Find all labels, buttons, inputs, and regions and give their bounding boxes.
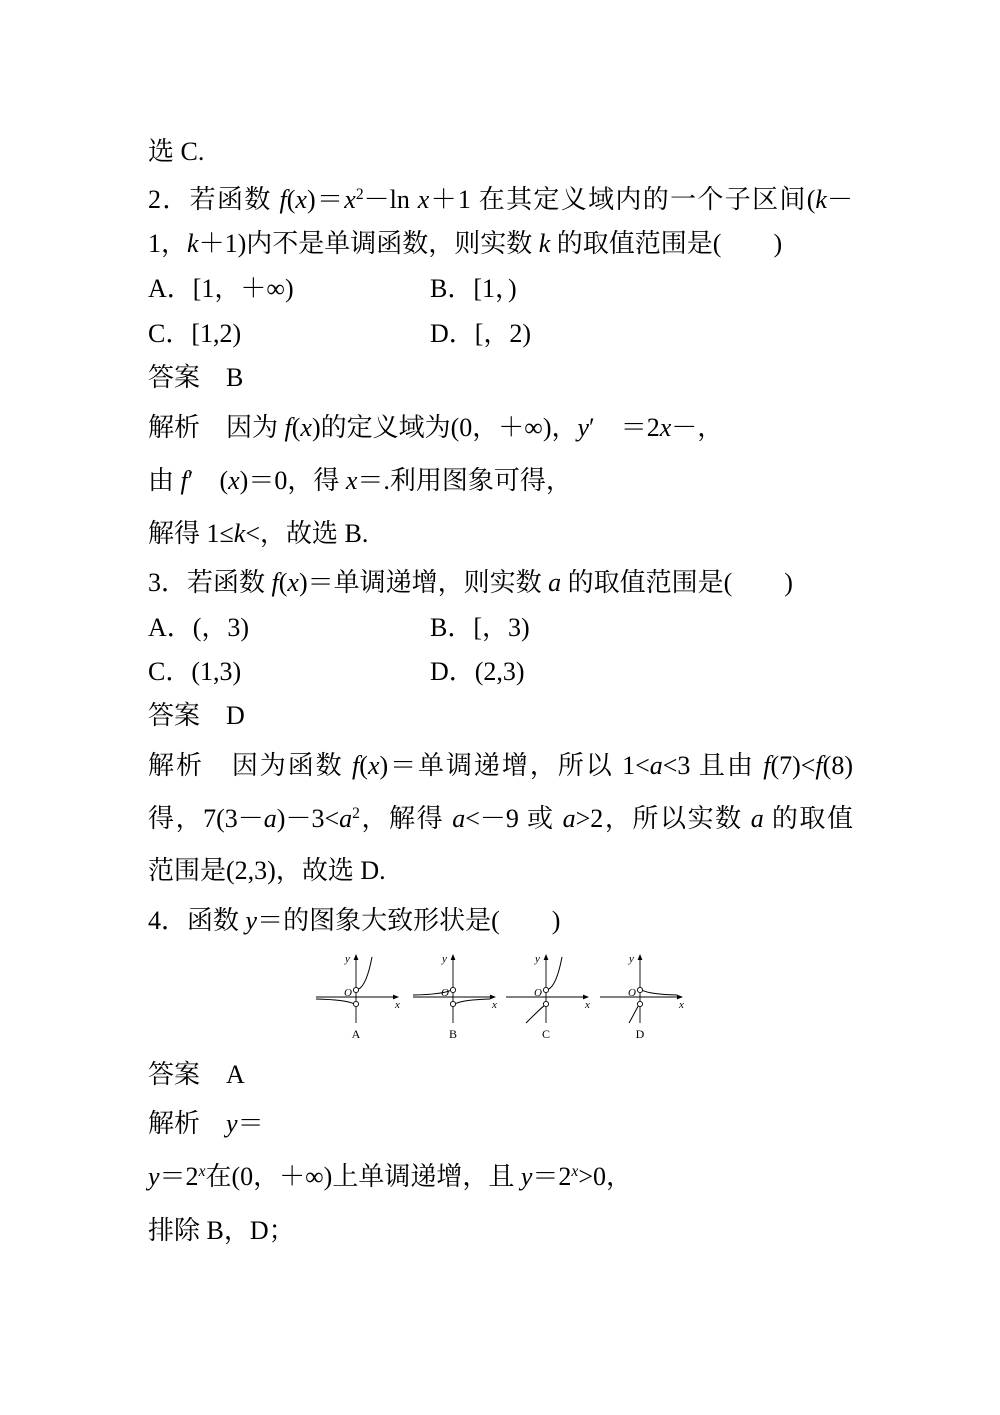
text-run: ＝2: [532, 1162, 572, 1191]
text-run: )的定义域为(0，＋∞)，: [311, 413, 578, 442]
math-variable: f: [352, 751, 360, 780]
text-run: 解析: [148, 1109, 227, 1138]
text-run: ＋1)内不是单调函数，则实数: [198, 229, 539, 258]
q3-option-d: [430, 652, 525, 692]
q3-analysis-line-1: [148, 746, 853, 786]
q2-stem-line-1: [148, 180, 853, 220]
graph-b: [413, 953, 497, 1041]
text-run: 由: [148, 466, 181, 495]
q3-option-a: [148, 608, 249, 648]
math-variable: f: [763, 751, 771, 780]
math-variable: k: [233, 519, 246, 548]
text-run: B．[，3): [430, 613, 530, 642]
text-run: D．[，2): [430, 319, 532, 348]
text-run: －，: [671, 413, 724, 442]
text-run: 在(0，＋∞)上单调递增，且: [205, 1162, 521, 1191]
text-run: >2，所以实数: [575, 804, 751, 833]
graph-d: [600, 953, 684, 1041]
math-variable: a: [548, 568, 562, 597]
graph-c: [506, 953, 590, 1041]
math-variable: f: [279, 185, 287, 214]
text-run: (: [278, 568, 288, 597]
text-run: 3．若函数: [148, 568, 272, 597]
q2-stem-line-2: [148, 224, 782, 264]
y-axis-arrow-icon: [354, 954, 359, 960]
text-run: C．(1,3): [148, 657, 242, 686]
origin-label: O: [344, 987, 352, 999]
curve-left-branch: [316, 999, 353, 1004]
q4-analysis-line-1: [148, 1104, 264, 1144]
x-axis-label: x: [395, 999, 400, 1011]
x-axis-label: x: [679, 999, 684, 1011]
math-variable: f: [284, 413, 292, 442]
text-run: 选 C.: [148, 137, 205, 166]
math-variable: x: [344, 185, 356, 214]
text-run: 1，: [148, 229, 188, 258]
y-axis-arrow-icon: [544, 954, 549, 960]
text-run: 解析 因为函数: [148, 751, 353, 780]
text-run: 2．若函数: [148, 185, 280, 214]
x-axis-label: x: [492, 999, 497, 1011]
math-variable: y: [520, 1162, 533, 1191]
curve-left-branch: [629, 1006, 638, 1023]
q3-answer: [148, 696, 245, 736]
math-variable: k: [538, 229, 551, 258]
text-run: 排除 B，D；: [148, 1216, 295, 1245]
text-run: ＝: [237, 1109, 264, 1138]
text-run: (: [359, 751, 368, 780]
q2-analysis-line-2: [148, 461, 572, 501]
q4-analysis-line-2: [148, 1157, 632, 1197]
math-variable: f: [815, 751, 823, 780]
y-axis-label: y: [345, 953, 350, 965]
text-run: 范围是(2,3)，故选 D.: [148, 856, 386, 885]
text-run: 得，7(3－: [148, 804, 264, 833]
text-run: <3 且由: [662, 751, 764, 780]
q3-option-c: [148, 652, 241, 692]
q2-option-b: [430, 269, 517, 309]
curve-right-branch: [548, 957, 562, 989]
text-run: ＝.利用图象可得，: [357, 466, 572, 495]
open-point-upper: [637, 987, 642, 992]
graph-label: B: [448, 1027, 458, 1041]
math-variable: a: [452, 804, 466, 833]
text-run: A．(，3): [148, 613, 250, 642]
text-run: 的取值范围是( ): [550, 229, 783, 258]
q3-stem-line-1: [148, 563, 793, 603]
text-run: A．[1，＋∞): [148, 274, 294, 303]
text-run: )－3<: [276, 804, 340, 833]
open-point-lower: [450, 1001, 455, 1006]
text-run: ＝的图象大致形状是( ): [257, 906, 561, 935]
q3-analysis-line-2: [148, 799, 853, 839]
text-run: －: [826, 185, 853, 214]
text-run: )＝: [306, 185, 345, 214]
text-run: 的取值范围是( ): [561, 568, 793, 597]
math-variable: y: [226, 1109, 238, 1138]
origin-label: O: [441, 987, 449, 999]
math-variable: x: [287, 568, 299, 597]
text-run: (: [286, 185, 296, 214]
curve-right-branch: [456, 999, 490, 1004]
text-run: >0，: [578, 1162, 632, 1191]
text-run: 答案 D: [148, 701, 245, 730]
math-variable: y: [148, 1162, 160, 1191]
q4-answer: [148, 1055, 245, 1095]
math-variable: x: [417, 185, 430, 214]
math-variable: k: [815, 185, 827, 214]
open-point-lower: [353, 1001, 358, 1006]
q4-stem-line-1: [148, 901, 560, 941]
q2-answer: [148, 358, 243, 398]
text-run: 解析 因为: [148, 413, 285, 442]
y-axis-arrow-icon: [451, 954, 456, 960]
text-run: )＝单调递增，则实数: [298, 568, 549, 597]
text-run: ＋1 在其定义域内的一个子区间(: [429, 185, 816, 214]
math-variable: a: [649, 751, 663, 780]
math-variable: f: [180, 466, 188, 495]
curve-left-branch: [526, 1006, 544, 1023]
q3-option-b: [430, 608, 530, 648]
y-axis-arrow-icon: [638, 954, 643, 960]
q4-analysis-line-3: [148, 1211, 295, 1251]
text-run: 答案 B: [148, 363, 244, 392]
math-variable: x: [367, 751, 380, 780]
q3-analysis-line-3: [148, 851, 386, 891]
q1-conclusion-line: [148, 132, 204, 172]
open-point-lower: [637, 1001, 642, 1006]
text-run: －ln: [363, 185, 418, 214]
math-variable: f: [271, 568, 279, 597]
open-point-lower: [543, 1001, 548, 1006]
text-run: ′ ＝2: [589, 413, 660, 442]
math-variable: x: [300, 413, 312, 442]
origin-label: O: [534, 987, 542, 999]
text-run: <－9 或: [465, 804, 563, 833]
y-axis-label: y: [535, 953, 540, 965]
text-run: 答案 A: [148, 1060, 245, 1089]
x-axis-label: x: [585, 999, 590, 1011]
math-variable: a: [263, 804, 277, 833]
q2-analysis-line-1: [148, 408, 723, 448]
origin-label: O: [628, 987, 636, 999]
q2-analysis-line-3: [148, 514, 368, 554]
q2-option-d: [430, 314, 531, 354]
superscript: x: [198, 1163, 206, 1181]
y-axis-label: y: [629, 953, 634, 965]
open-point-upper: [543, 987, 548, 992]
y-axis-label: y: [442, 953, 447, 965]
q2-option-a: [148, 269, 294, 309]
text-run: 的取值: [763, 804, 853, 833]
graph-label: C: [541, 1027, 551, 1041]
superscript: x: [571, 1163, 579, 1181]
text-run: (7)<: [770, 751, 816, 780]
math-variable: x: [295, 185, 307, 214]
math-variable: y: [577, 413, 590, 442]
text-run: ′ (: [187, 466, 229, 495]
graph-label: D: [635, 1027, 645, 1041]
curve-right-branch: [358, 957, 372, 989]
superscript: 2: [352, 805, 360, 823]
text-run: (8): [822, 751, 853, 780]
math-variable: x: [659, 413, 672, 442]
math-variable: y: [245, 906, 258, 935]
text-run: ，解得: [359, 804, 453, 833]
text-run: C．[1,2): [148, 319, 242, 348]
text-run: <，故选 B.: [245, 519, 369, 548]
function-graph-options-figure: [300, 945, 700, 1045]
superscript: 2: [355, 186, 364, 204]
text-run: B．[1，): [430, 274, 517, 303]
text-run: 解得 1≤: [148, 519, 234, 548]
math-variable: x: [228, 466, 240, 495]
text-run: D．(2,3): [430, 657, 525, 686]
graph-a: [316, 953, 400, 1041]
text-run: (: [291, 413, 301, 442]
graph-label: A: [351, 1027, 361, 1041]
open-point-upper: [353, 987, 358, 992]
math-variable: k: [187, 229, 199, 258]
math-variable: x: [345, 466, 358, 495]
text-run: ＝2: [159, 1162, 199, 1191]
q2-option-c: [148, 314, 241, 354]
math-variable: a: [562, 804, 576, 833]
text-run: )＝0，得: [239, 466, 346, 495]
text-run: 4．函数: [148, 906, 246, 935]
math-variable: a: [339, 804, 353, 833]
curve-right-branch: [643, 990, 677, 995]
text-run: )＝单调递增，所以 1<: [379, 751, 650, 780]
math-variable: a: [750, 804, 764, 833]
open-point-upper: [450, 987, 455, 992]
